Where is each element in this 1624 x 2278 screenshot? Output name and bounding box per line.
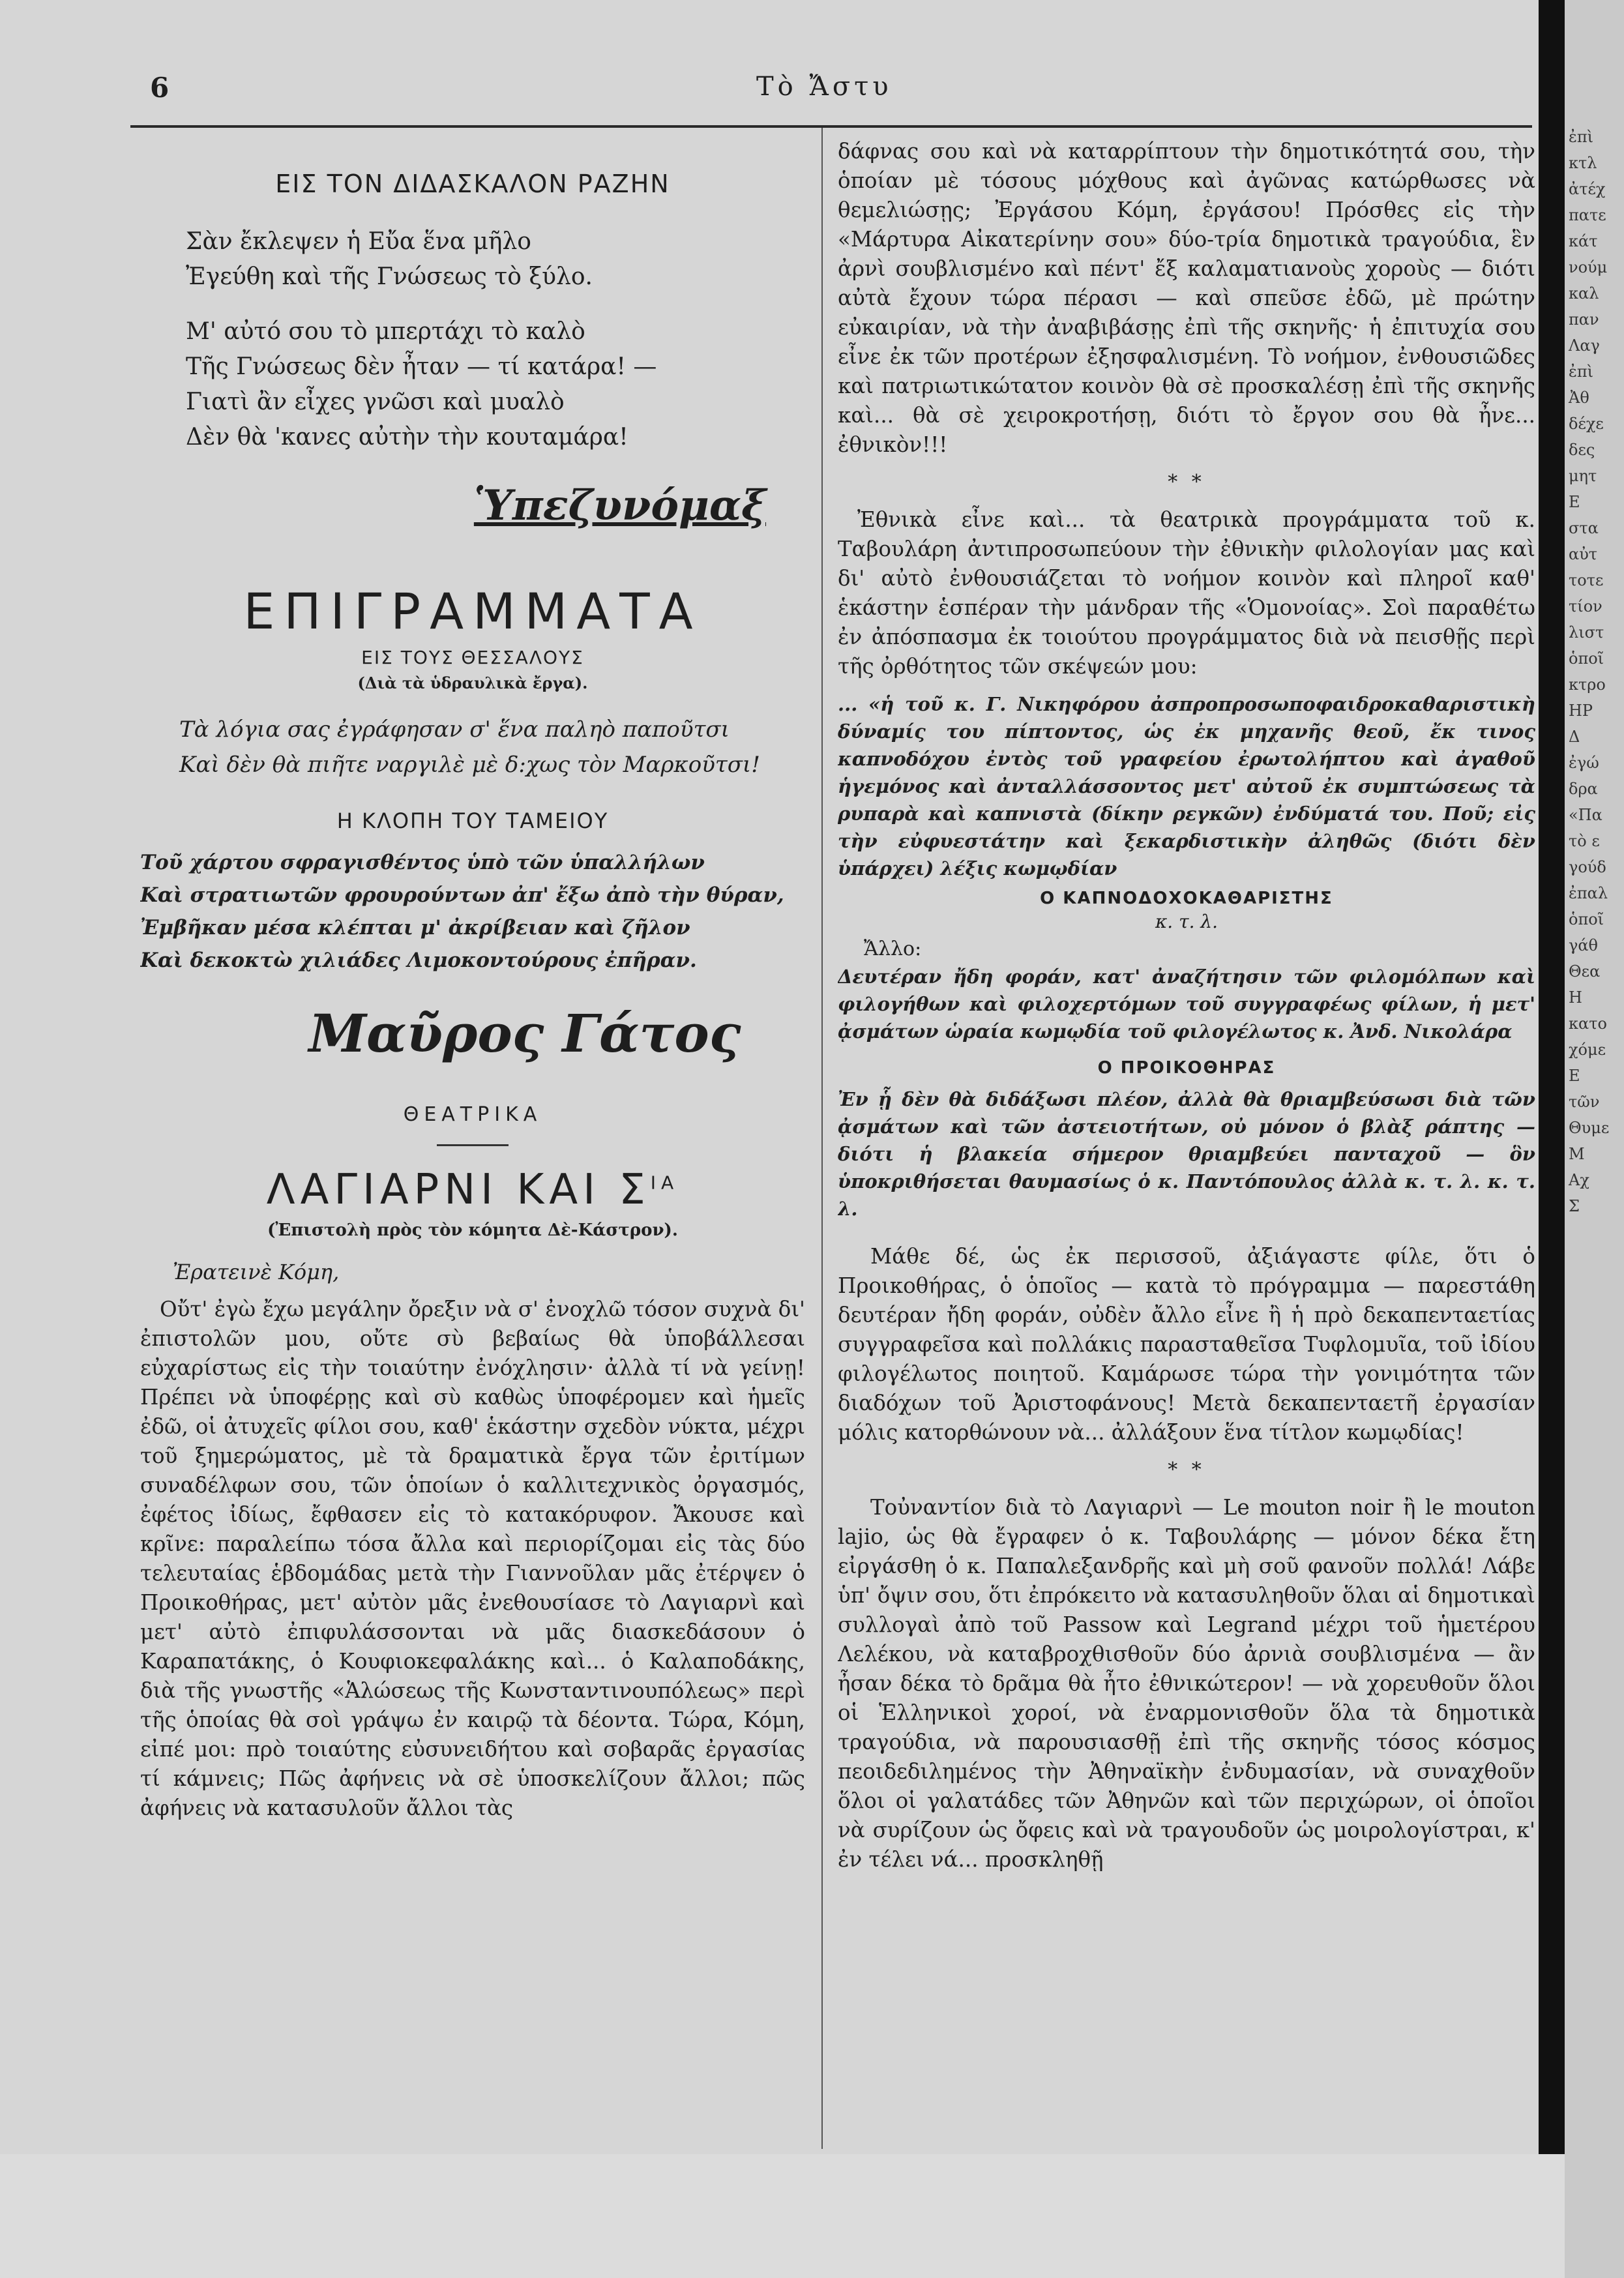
next-page-fragment: κτρο xyxy=(1569,675,1606,694)
next-page-fragment: Θεα xyxy=(1569,962,1601,981)
next-page-fragment: παν xyxy=(1569,310,1599,329)
next-page-fragment: λιστ xyxy=(1569,623,1604,642)
next-page-fragment: Μ xyxy=(1569,1145,1585,1163)
next-page-fragment: τοτε xyxy=(1569,571,1604,589)
page-number: 6 xyxy=(150,72,170,104)
allo-label: Ἄλλο: xyxy=(864,938,922,960)
epigrammata-note: (Διὰ τὰ ὑδραυλικὰ ἔργα). xyxy=(357,673,588,692)
letter-salutation: Ἐρατεινὲ Κόμη, xyxy=(173,1260,340,1284)
next-page-fragment: δες xyxy=(1569,441,1595,459)
next-page-fragment: ἐπὶ xyxy=(1569,362,1594,381)
next-page-fragment: κάτ xyxy=(1569,232,1598,250)
poem-line: Γιατὶ ἂν εἶχες γνῶσι καὶ μυαλὸ xyxy=(186,389,565,415)
lagiarni-subtitle: (Ἐπιστολὴ πρὸς τὸν κόμητα Δὲ-Κάστρον). xyxy=(267,1220,678,1240)
epigram-line: Τὰ λόγια σας ἐγράφησαν σ' ἕνα παληὸ παποῦτσι xyxy=(179,717,730,743)
next-page-fragment: δρα xyxy=(1569,780,1598,798)
programme-heading-2: Ο ΠΡΟΙΚΟΘΗΡΑΣ xyxy=(1097,1058,1276,1078)
next-page-fragment: κτλ xyxy=(1569,154,1597,172)
next-page-fragment: τὸ ε xyxy=(1569,832,1600,850)
epigrammata-subtitle: ΕΙΣ ΤΟΥΣ ΘΕΣΣΑΛΟΥΣ xyxy=(361,647,584,668)
programme-quote-1: ... «ἡ τοῦ κ. Γ. Νικηφόρου ἀσπροπροσωποφαιδροκαθαριστικὴ δύναμίς του πίπτοντος, ὡς ἐκ μηχανῆς θεοῦ, ἔκ τινος καπνοδόχου ἐντὸς τοῦ γραφείου ἐρωτολήπτου καὶ ἀγαθοῦ ἡγεμόνος καὶ ἀνταλλάσσοντος μετ' αὐτοῦ ἐκ συμπτώσεως τὰ ρυπαρὰ καὶ καπνιστὰ (δίκην ρεγκῶν) ἐνδύματά του. Ποῦ; εἰς τὴν εὐφυεστάτην καὶ ξεκαρδιστικὴν ἀληθῶς (διότι δὲν ὑπάρχει) λέξις κωμῳδίαν xyxy=(838,693,1535,880)
next-page-fragment: δέχε xyxy=(1569,415,1604,433)
next-page-fragment: πατε xyxy=(1569,206,1606,224)
column-divider xyxy=(821,128,823,2149)
next-page-fragment: ἀτέχ xyxy=(1569,180,1606,198)
next-page-fragment: ὁποῖ xyxy=(1569,649,1604,668)
poem-line: Σὰν ἔκλεψεν ἡ Εὔα ἕνα μῆλο xyxy=(186,228,531,255)
next-page-fragment: Ε xyxy=(1569,1067,1580,1085)
next-page-fragment: χόμε xyxy=(1569,1041,1606,1059)
razis-title: ΕΙΣ ΤΟΝ ΔΙΔΑΣΚΑΛΟΝ ΡΑΖΗΝ xyxy=(275,170,670,198)
right-column xyxy=(838,137,1535,2145)
next-page-fragment: Θυμε xyxy=(1569,1119,1610,1137)
next-page-fragment: γάθ xyxy=(1569,936,1598,954)
klopi-line: Ἐμβῆκαν μέσα κλέπται μ' ἀκρίβειαν καὶ ζῆλον xyxy=(140,916,690,939)
klopi-line: Καὶ δεκοκτὼ χιλιάδες Λιμοκοντούρους ἐπῆραν. xyxy=(140,949,697,972)
next-page-fragment: ὁποῖ xyxy=(1569,910,1604,928)
epigram-verses xyxy=(179,712,805,782)
lagiarni-title xyxy=(140,1166,805,1214)
next-page-fragment: Η xyxy=(1569,988,1582,1007)
next-page-fragment: «Πα xyxy=(1569,806,1602,824)
next-page-fragment: Λαγ xyxy=(1569,336,1600,355)
lagiarni-title-sup: ΙΑ xyxy=(650,1172,679,1194)
poem-line: Τῆς Γνώσεως δὲν ἦταν — τί κατάρα! — xyxy=(186,353,657,380)
programme-quote-3: Ἐν ᾗ δὲν θὰ διδάξωσι πλέον, ἀλλὰ θὰ θριαμβεύσωσι διὰ τῶν ᾀσμάτων καὶ τῶν ἀστειοτήτων, οὐ μόνον ὁ βλὰξ ράπτης — διότι ἡ βλακεία σήμερον θριαμβεύει πανταχοῦ — ὃν ὑποκριθήσεται θαυμασίως ὁ κ. Παντόπουλος ἀλλὰ κ. τ. λ. κ. τ. λ. xyxy=(838,1088,1535,1220)
poem-line: Ἐγεύθη καὶ τῆς Γνώσεως τὸ ξύλο. xyxy=(186,263,593,290)
left-column xyxy=(140,137,805,2145)
etc-1: κ. τ. λ. xyxy=(1155,911,1218,932)
section-theatrika: ΘΕΑΤΡΙΚΑ xyxy=(403,1103,542,1126)
section-stars: * * xyxy=(1168,471,1205,494)
epigrammata-title: ΕΠΙΓΡΑΜΜΑΤΑ xyxy=(243,582,702,640)
programme-heading-1: Ο ΚΑΠΝΟΔΟΧΟΚΑΘΑΡΙΣΤΗΣ xyxy=(1040,889,1333,908)
next-page-fragment: Δ xyxy=(1569,728,1580,746)
next-page-fragment: ἐπὶ xyxy=(1569,128,1594,146)
next-page-fragment: στα xyxy=(1569,519,1599,537)
newspaper-title: Τὸ Ἄστυ xyxy=(756,72,893,102)
next-page-fragment: γούδ xyxy=(1569,858,1606,876)
next-page-fragment: καλ xyxy=(1569,284,1599,303)
klopi-verses xyxy=(140,846,805,977)
next-page-fragment: Ε xyxy=(1569,493,1580,511)
next-page-fragment: Σ xyxy=(1569,1197,1580,1215)
epigram-line: Καὶ δὲν θὰ πιῆτε ναργιλὲ μὲ δ:χως τὸν Μαρκοῦτσι! xyxy=(179,752,760,778)
poem-line: Δὲν θὰ 'κανες αὐτὴν τὴν κουταμάρα! xyxy=(186,424,628,451)
next-page-fragment: ΗΡ xyxy=(1569,702,1593,720)
next-page-edge xyxy=(1565,0,1624,2278)
poem-line: Μ' αὐτό σου τὸ μπερτάχι τὸ καλὸ xyxy=(186,318,585,345)
next-page-fragment: τίον xyxy=(1569,597,1602,615)
next-page-fragment: νούμ xyxy=(1569,258,1608,276)
paragraph-proikothiras: Μάθε δέ, ὡς ἐκ περισσοῦ, ἀξιάγαστε φίλε, ὅτι ὁ Προικοθήρας, ὁ ὁποῖος — κατὰ τὸ πρόγραμμα — παρεστάθη δευτέραν ἤδη φοράν, οὐδὲν ἄλλο εἶνε ἢ ἡ πρὸ δεκαπενταετίας συγγραφεῖσα καὶ πολλάκις παρασταθεῖσα Τυφλομυῖα, τοῦ ἰδίου φιλογέλωτος ποιητοῦ. Καμάρωσε τώρα τὴν γονιμότητα τῶν διαδόχων τοῦ Ἀριστοφάνους! Μετὰ δεκαπενταετῆ ἐργασίαν μόλις κατορθώνουν νὰ... ἀλλάξουν ἕνα τίτλον κωμῳδίας! xyxy=(838,1244,1535,1445)
klopi-line: Καὶ στρατιωτῶν φρουρούντων ἀπ' ἔξω ἀπὸ τὴν θύραν, xyxy=(140,883,784,907)
paragraph-lagiarni: Τοὐναντίον διὰ τὸ Λαγιαρνὶ — Le mouton noir ἢ le mouton lajio, ὡς θὰ ἔγραφεν ὁ κ. Ταβουλάρης — μόνον δέκα ἔτη εἰργάσθη ὁ κ. Παπαλεξανδρῆς καὶ μὴ σοῦ φανοῦν πολλά! Λάβε ὑπ' ὄψιν σου, ὅτι ἐπρόκειτο νὰ κατασυληθοῦν ὅλαι αἱ δημοτικαὶ συλλογαὶ ἀπὸ τοῦ Passow καὶ Legrand μέχρι τοῦ ἡμετέρου Λελέκου, νὰ καταβροχθισθοῦν δύο ἀρνιὰ σουβλισμένα — ἂν ἦσαν δέκα τὸ δρᾶμα θὰ ἦτο ἐθνικώτερον! — νὰ χορευθοῦν ὅλοι οἱ Ἑλληνικοὶ χοροί, νὰ ἐναρμονισθοῦν ὅλα τὰ δημοτικὰ τραγούδια, νὰ παρουσιασθῇ ἐπὶ τῆς σκηνῆς τόσος κόσμος πεοιδεδιλημένος τὴν Ἀθηναϊκὴν ἐνδυμασίαν, νὰ συναχθοῦν ὅλοι οἱ γαλατάδες τῶν Ἀθηνῶν καὶ τῶν περιχώρων, οἱ ὁποῖοι νὰ συρίζουν ὡς ὄφεις καὶ νὰ τραγουδοῦν ὡς μοιρολογίστραι, κ' ἐν τέλει νά... προσκληθῇ xyxy=(838,1495,1535,1872)
next-page-fragment: ἐπαλ xyxy=(1569,884,1608,902)
signature-mavros-gatos: Μαῦρος Γάτος xyxy=(308,1003,741,1064)
section-stars: * * xyxy=(1168,1458,1205,1481)
signature-hypezynomax: Ὑπεζυνόμαξ xyxy=(473,481,766,530)
next-page-fragment: Ἀθ xyxy=(1569,389,1589,407)
paragraph-continuation: δάφνας σου καὶ νὰ καταρρίπτουν τὴν δημοτικότητά σου, τὴν ὁποίαν μὲ τόσους μόχθους καὶ ἀγῶνας κατώρθωσες νὰ θεμελιώσῃς; Ἐργάσου Κόμη, ἐργάσου! Πρόσθες εἰς τὴν «Μάρτυρα Αἰκατερίνην σου» δύο-τρία δημοτικὰ τραγούδια, ἓν ἀρνὶ σουβλισμένο καὶ πέντ' ἔξ καλαματιανοὺς χοροὺς — διότι αὐτὰ ἔχουν τώρα πέρασι — καὶ σπεῦσε ἐδῶ, μὲ πρώτην εὐκαιρίαν, νὰ τὴν ἀναβιβάσῃς ἐπὶ τῆς σκηνῆς· ἡ ἐπιτυχία σου εἶνε ἐκ τῶν προτέρων ἐξησφαλισμένη. Τὸ νοήμον, ἐνθουσιῶδες καὶ πατριωτικώτατον κοινὸν θὰ σὲ προσκαλέσῃ ἐπὶ τῆς σκηνῆς καὶ... θὰ σὲ χειροκροτήσῃ, διότι τὸ ἔργον σου θὰ ἦνε... ἐθνικὸν!!! xyxy=(838,139,1535,457)
header-rule xyxy=(130,125,1532,128)
next-page-fragment: κατο xyxy=(1569,1014,1607,1033)
section-rule xyxy=(437,1144,509,1146)
next-page-fragment: ἐγώ xyxy=(1569,754,1599,772)
next-page-fragment: μητ xyxy=(1569,467,1597,485)
page-header xyxy=(130,65,1532,104)
paragraph-ethnika: Ἐθνικὰ εἶνε καὶ... τὰ θεατρικὰ προγράμματα τοῦ κ. Ταβουλάρη ἀντιπροσωπεύουν τὴν ἐθνικὴν φιλολογίαν μας καὶ δι' αὐτὸ ἐνθουσιάζεται τὸ νοήμον κοινὸν καὶ πληροῖ καθ' ἑκάστην ἑσπέραν τὴν μάνδραν τῆς «Ὁμονοίας». Σοὶ παραθέτω ἐν ἀπόσπασμα ἐκ τοιούτου προγράμματος διὰ νὰ πεισθῇς περὶ τῆς ὀρθότητος τῶν σκέψεών μου: xyxy=(838,507,1535,679)
next-page-fragment: τῶν xyxy=(1569,1093,1600,1111)
klopi-line: Τοῦ χάρτου σφραγισθέντος ὑπὸ τῶν ὑπαλλήλων xyxy=(140,851,705,874)
klopi-title: Η ΚΛΟΠΗ ΤΟΥ ΤΑΜΕΙΟΥ xyxy=(336,808,609,833)
page-gutter-shadow xyxy=(1539,0,1565,2154)
lagiarni-title-text: ΛΑΓΙΑΡΝΙ ΚΑΙ Σ xyxy=(266,1166,651,1214)
letter-body: Οὔτ' ἐγὼ ἔχω μεγάλην ὄρεξιν νὰ σ' ἐνοχλῶ τόσον συχνὰ δι' ἐπιστολῶν μου, οὔτε σὺ βεβαίως θὰ ὑποβάλλεσαι εὐχαρίστως εἰς τὴν τοιαύτην ἐνόχλησιν· ἀλλὰ τί νὰ γείνῃ! Πρέπει νὰ ὑποφέρῃς καὶ σὺ καθὼς ὑποφέρομεν καὶ ἡμεῖς ἐδῶ, οἱ ἀτυχεῖς φίλοι σου, καθ' ἑκάστην σχεδὸν νύκτα, μέχρι τοῦ ξημερώματος, μὲ τὰ δραματικὰ ἔργα τῶν ἐριτίμων συναδέλφων σου, τῶν ὁποίων ὁ καλλιτεχνικὸς ὀργασμός, ἐφέτος ἰδίως, ἔφθασεν εἰς τὸ κατακόρυφον. Ἄκουσε καὶ κρῖνε: παραλείπω τόσα ἄλλα καὶ περιορίζομαι εἰς τὰς δύο τελευταίας ἑβδομάδας μετὰ τὴν Γιαννοῦλαν μᾶς ἐτέρψεν ὁ Προικοθήρας, μετ' αὐτὸν μᾶς ἐνεθουσίασε τὸ Λαγιαρνὶ καὶ μετ' αὐτὸ ἐπιφυλάσσονται νὰ μᾶς διασκεδάσουν ὁ Καραπατάκης, ὁ Κουφιοκεφαλάκης καὶ... ὁ Καλαποδάκης, διὰ τῆς γνωστῆς «Ἁλώσεως τῆς Κωνσταντινουπόλεως» περὶ τῆς ὁποίας θὰ σοὶ γράψω ἐν καιρῷ τὰ δέοντα. Τώρα, Κόμη, εἰπέ μοι: πρὸ τοιαύτης εὐσυνειδήτου καὶ σοβαρᾶς ἐργασίας τί κάμνεις; Πῶς ἀφήνεις νὰ σὲ ὑποσκελίζουν ἄλλοι; πῶς ἀφήνεις νὰ κατασυλοῦν ἄλλοι τὰς xyxy=(140,1297,805,1820)
razis-poem xyxy=(186,224,805,455)
next-page-fragment: αὐτ xyxy=(1569,545,1598,563)
next-page-fragment: Αχ xyxy=(1569,1171,1589,1189)
programme-quote-2: Δευτέραν ἤδη φοράν, κατ' ἀναζήτησιν τῶν φιλομόλπων καὶ φιλογήθων καὶ φιλοχερτόμων τοῦ συγγραφέως φίλων, ἡ μετ' ᾀσμάτων ὡραία κωμῳδία τοῦ φιλογέλωτος κ. Ἀνδ. Νικολάρα xyxy=(838,966,1535,1043)
